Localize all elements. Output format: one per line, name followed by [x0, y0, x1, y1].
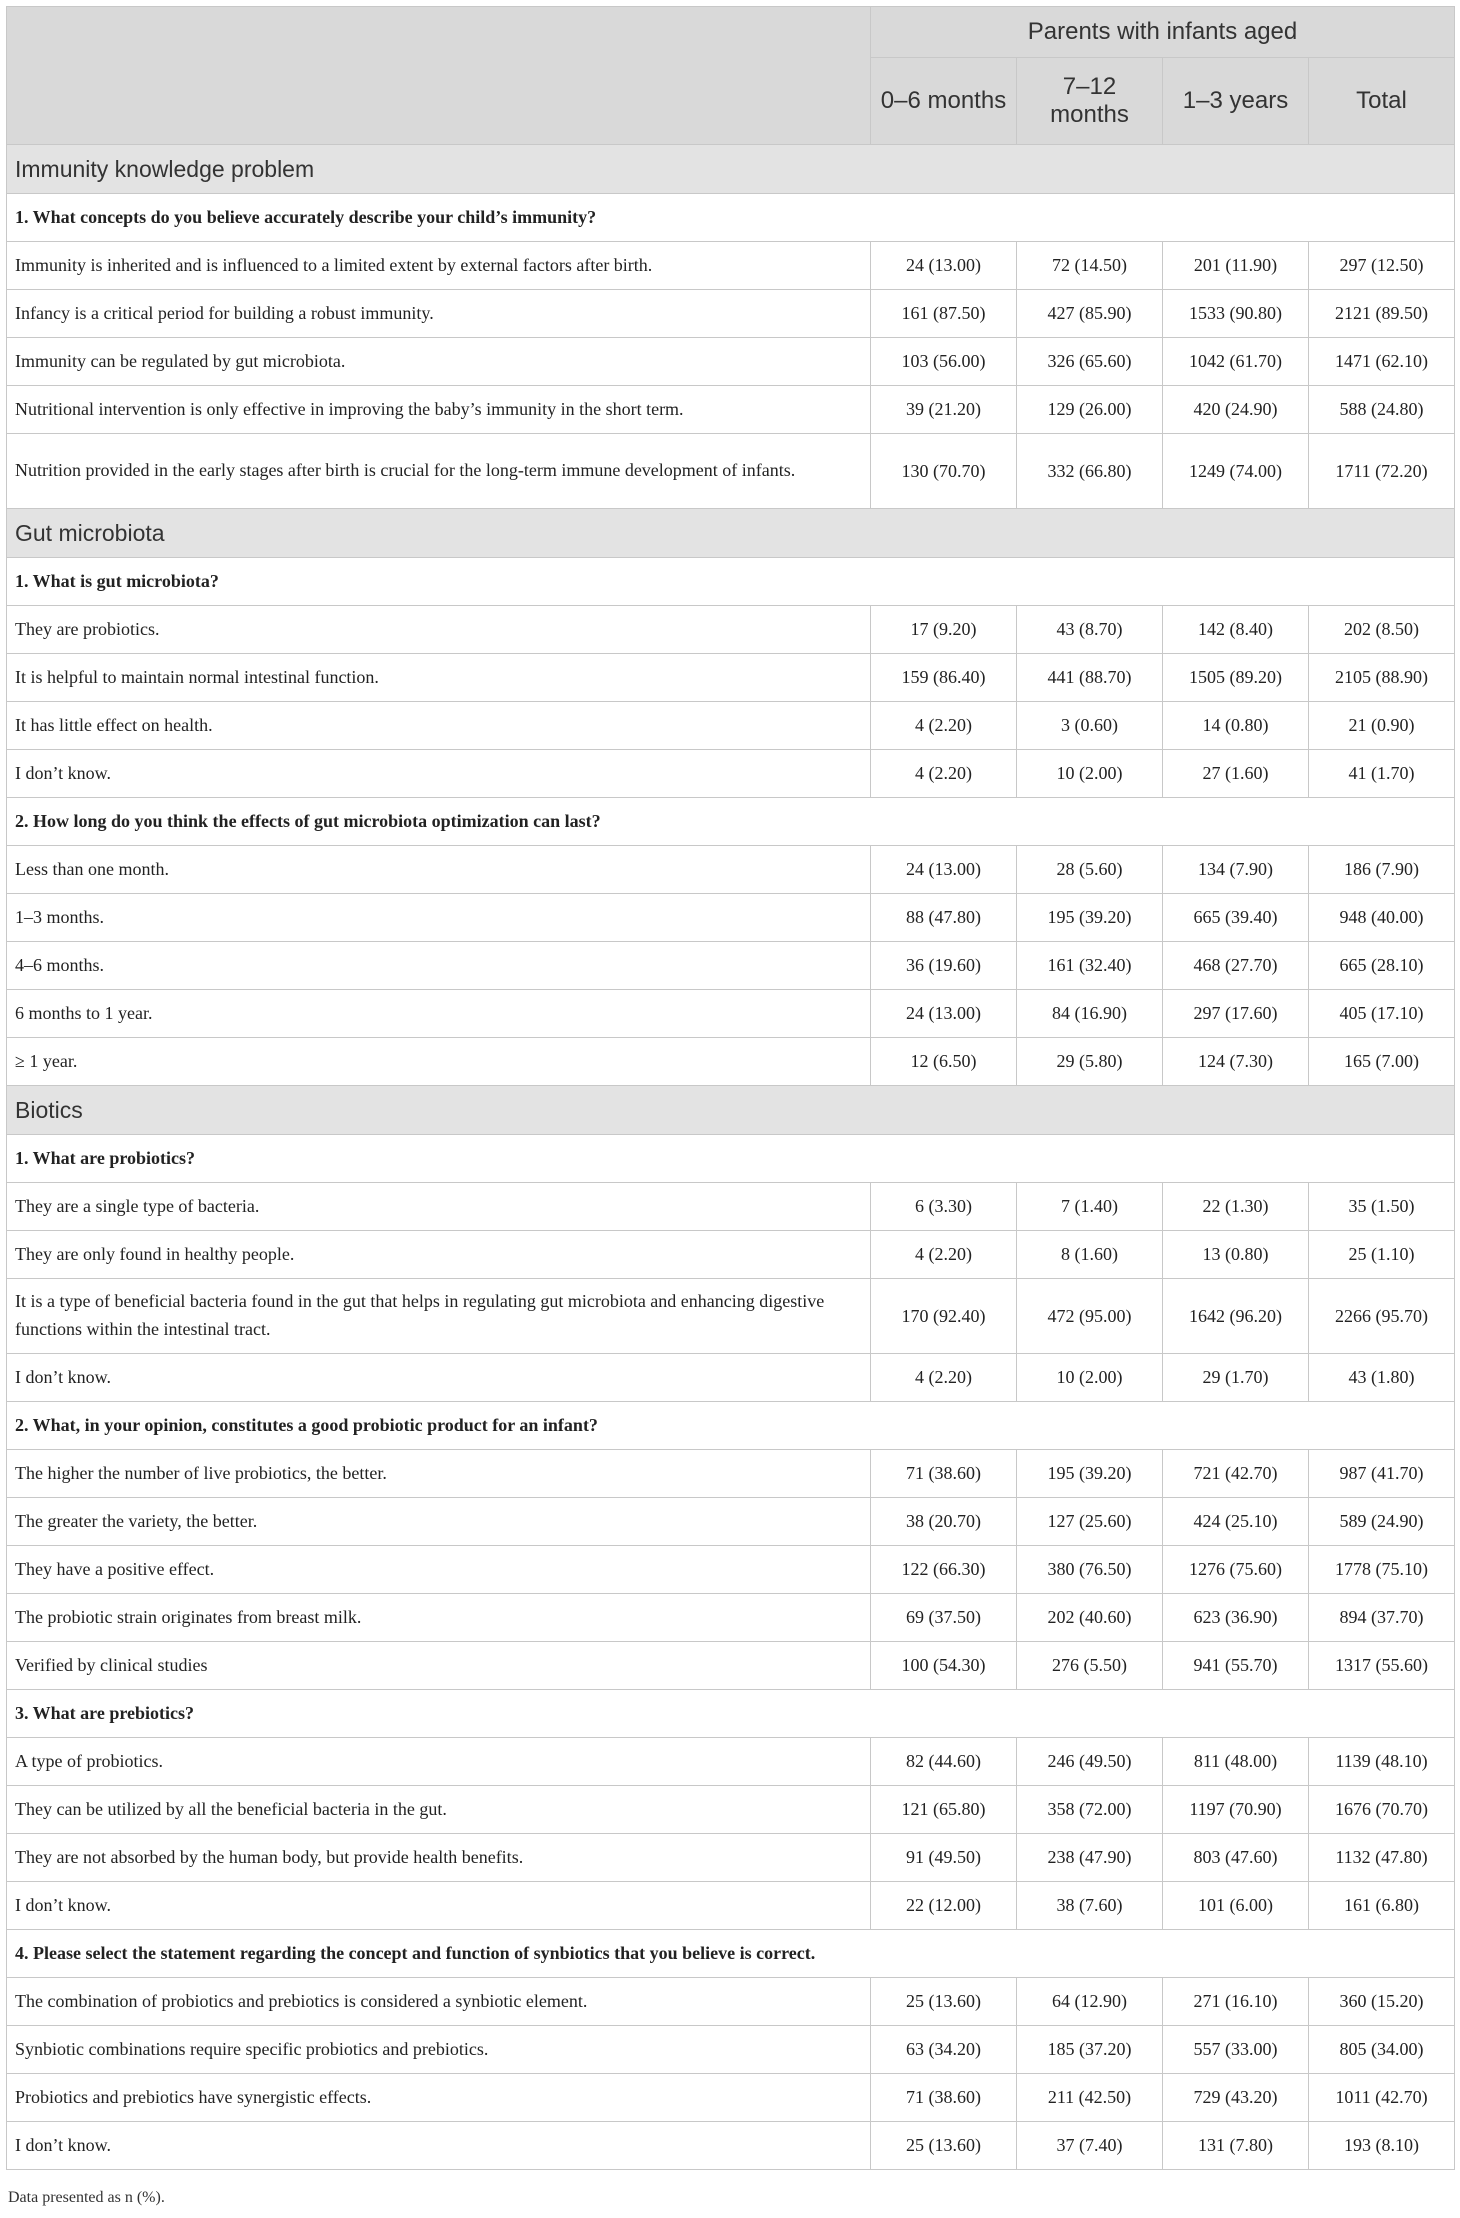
option-label: Less than one month. [7, 846, 871, 894]
table-row [7, 894, 1455, 942]
value-cell: 25 (13.60) [871, 2122, 1017, 2170]
value-cell: 71 (38.60) [871, 2074, 1017, 2122]
value-cell: 380 (76.50) [1017, 1546, 1163, 1594]
value-cell: 1132 (47.80) [1309, 1834, 1455, 1882]
value-cell: 17 (9.20) [871, 606, 1017, 654]
value-cell: 64 (12.90) [1017, 1978, 1163, 2026]
value-cell: 2105 (88.90) [1309, 654, 1455, 702]
value-cell: 941 (55.70) [1163, 1642, 1309, 1690]
value-cell: 10 (2.00) [1017, 750, 1163, 798]
value-cell: 803 (47.60) [1163, 1834, 1309, 1882]
value-cell: 82 (44.60) [871, 1738, 1017, 1786]
value-cell: 121 (65.80) [871, 1786, 1017, 1834]
option-label: Nutritional intervention is only effective in improving the baby’s immunity in the short term. [7, 386, 871, 434]
value-cell: 729 (43.20) [1163, 2074, 1309, 2122]
value-cell: 894 (37.70) [1309, 1594, 1455, 1642]
value-cell: 131 (7.80) [1163, 2122, 1309, 2170]
question-row [7, 1690, 1455, 1738]
option-label: Probiotics and prebiotics have synergistic effects. [7, 2074, 871, 2122]
table-row [7, 1882, 1455, 1930]
header-corner [7, 7, 871, 145]
value-cell: 4 (2.20) [871, 702, 1017, 750]
value-cell: 129 (26.00) [1017, 386, 1163, 434]
value-cell: 161 (6.80) [1309, 1882, 1455, 1930]
value-cell: 623 (36.90) [1163, 1594, 1309, 1642]
value-cell: 4 (2.20) [871, 1354, 1017, 1402]
option-label: A type of probiotics. [7, 1738, 871, 1786]
table-row [7, 846, 1455, 894]
value-cell: 246 (49.50) [1017, 1738, 1163, 1786]
value-cell: 7 (1.40) [1017, 1183, 1163, 1231]
option-label: Synbiotic combinations require specific probiotics and prebiotics. [7, 2026, 871, 2074]
table-row [7, 1498, 1455, 1546]
value-cell: 124 (7.30) [1163, 1038, 1309, 1086]
value-cell: 25 (1.10) [1309, 1231, 1455, 1279]
table-row [7, 242, 1455, 290]
table-row [7, 386, 1455, 434]
value-cell: 420 (24.90) [1163, 386, 1309, 434]
option-label: The greater the variety, the better. [7, 1498, 871, 1546]
value-cell: 665 (28.10) [1309, 942, 1455, 990]
table-row [7, 750, 1455, 798]
value-cell: 21 (0.90) [1309, 702, 1455, 750]
option-label: The combination of probiotics and prebiotics is considered a synbiotic element. [7, 1978, 871, 2026]
table-row [7, 942, 1455, 990]
value-cell: 468 (27.70) [1163, 942, 1309, 990]
section-header-row [7, 509, 1455, 558]
section-title: Biotics [7, 1086, 1455, 1135]
value-cell: 557 (33.00) [1163, 2026, 1309, 2074]
option-label: Infancy is a critical period for building a robust immunity. [7, 290, 871, 338]
value-cell: 35 (1.50) [1309, 1183, 1455, 1231]
table-row [7, 1546, 1455, 1594]
value-cell: 37 (7.40) [1017, 2122, 1163, 2170]
column-header: 1–3 years [1163, 58, 1309, 145]
question-text: 1. What is gut microbiota? [7, 558, 1455, 606]
value-cell: 721 (42.70) [1163, 1450, 1309, 1498]
question-text: 1. What are probiotics? [7, 1135, 1455, 1183]
value-cell: 24 (13.00) [871, 990, 1017, 1038]
table-row [7, 1594, 1455, 1642]
value-cell: 91 (49.50) [871, 1834, 1017, 1882]
value-cell: 134 (7.90) [1163, 846, 1309, 894]
value-cell: 1533 (90.80) [1163, 290, 1309, 338]
value-cell: 29 (5.80) [1017, 1038, 1163, 1086]
table-row [7, 1354, 1455, 1402]
table-row [7, 2074, 1455, 2122]
option-label: They are a single type of bacteria. [7, 1183, 871, 1231]
option-label: 4–6 months. [7, 942, 871, 990]
table-row [7, 1038, 1455, 1086]
value-cell: 170 (92.40) [871, 1279, 1017, 1354]
option-label: It is a type of beneficial bacteria found in the gut that helps in regulating gut microbiota and enhancing digestive functions within the intestinal tract. [7, 1279, 871, 1354]
value-cell: 405 (17.10) [1309, 990, 1455, 1038]
value-cell: 122 (66.30) [871, 1546, 1017, 1594]
option-label: Immunity can be regulated by gut microbiota. [7, 338, 871, 386]
option-label: The probiotic strain originates from breast milk. [7, 1594, 871, 1642]
value-cell: 63 (34.20) [871, 2026, 1017, 2074]
header-group-label: Parents with infants aged [871, 7, 1455, 58]
value-cell: 88 (47.80) [871, 894, 1017, 942]
value-cell: 101 (6.00) [1163, 1882, 1309, 1930]
option-label: They are probiotics. [7, 606, 871, 654]
option-label: It has little effect on health. [7, 702, 871, 750]
value-cell: 427 (85.90) [1017, 290, 1163, 338]
value-cell: 987 (41.70) [1309, 1450, 1455, 1498]
value-cell: 2121 (89.50) [1309, 290, 1455, 338]
table-row [7, 1231, 1455, 1279]
value-cell: 2266 (95.70) [1309, 1279, 1455, 1354]
value-cell: 332 (66.80) [1017, 434, 1163, 509]
value-cell: 1676 (70.70) [1309, 1786, 1455, 1834]
value-cell: 589 (24.90) [1309, 1498, 1455, 1546]
value-cell: 360 (15.20) [1309, 1978, 1455, 2026]
question-row [7, 1402, 1455, 1450]
value-cell: 14 (0.80) [1163, 702, 1309, 750]
value-cell: 159 (86.40) [871, 654, 1017, 702]
value-cell: 358 (72.00) [1017, 1786, 1163, 1834]
question-text: 2. What, in your opinion, constitutes a good probiotic product for an infant? [7, 1402, 1455, 1450]
value-cell: 165 (7.00) [1309, 1038, 1455, 1086]
value-cell: 22 (12.00) [871, 1882, 1017, 1930]
value-cell: 1042 (61.70) [1163, 338, 1309, 386]
value-cell: 1249 (74.00) [1163, 434, 1309, 509]
value-cell: 588 (24.80) [1309, 386, 1455, 434]
value-cell: 72 (14.50) [1017, 242, 1163, 290]
value-cell: 202 (40.60) [1017, 1594, 1163, 1642]
value-cell: 195 (39.20) [1017, 1450, 1163, 1498]
table-row [7, 1786, 1455, 1834]
value-cell: 238 (47.90) [1017, 1834, 1163, 1882]
value-cell: 297 (12.50) [1309, 242, 1455, 290]
section-header-row [7, 145, 1455, 194]
option-label: They are not absorbed by the human body, but provide health benefits. [7, 1834, 871, 1882]
value-cell: 28 (5.60) [1017, 846, 1163, 894]
option-label: I don’t know. [7, 2122, 871, 2170]
value-cell: 142 (8.40) [1163, 606, 1309, 654]
option-label: Nutrition provided in the early stages after birth is crucial for the long-term immune development of infants. [7, 434, 871, 509]
table-row [7, 990, 1455, 1038]
value-cell: 1317 (55.60) [1309, 1642, 1455, 1690]
value-cell: 6 (3.30) [871, 1183, 1017, 1231]
value-cell: 1197 (70.90) [1163, 1786, 1309, 1834]
value-cell: 1139 (48.10) [1309, 1738, 1455, 1786]
table-row [7, 654, 1455, 702]
question-text: 3. What are prebiotics? [7, 1690, 1455, 1738]
table-row [7, 2026, 1455, 2074]
table-row [7, 606, 1455, 654]
option-label: They can be utilized by all the beneficial bacteria in the gut. [7, 1786, 871, 1834]
question-text: 4. Please select the statement regarding the concept and function of synbiotics that you believe is correct. [7, 1930, 1455, 1978]
table-row [7, 290, 1455, 338]
option-label: I don’t know. [7, 1354, 871, 1402]
option-label: It is helpful to maintain normal intestinal function. [7, 654, 871, 702]
table-row [7, 1738, 1455, 1786]
value-cell: 186 (7.90) [1309, 846, 1455, 894]
value-cell: 1011 (42.70) [1309, 2074, 1455, 2122]
value-cell: 193 (8.10) [1309, 2122, 1455, 2170]
section-title: Immunity knowledge problem [7, 145, 1455, 194]
question-row [7, 1135, 1455, 1183]
value-cell: 161 (87.50) [871, 290, 1017, 338]
value-cell: 271 (16.10) [1163, 1978, 1309, 2026]
table-row [7, 338, 1455, 386]
value-cell: 43 (1.80) [1309, 1354, 1455, 1402]
value-cell: 24 (13.00) [871, 242, 1017, 290]
value-cell: 27 (1.60) [1163, 750, 1309, 798]
value-cell: 195 (39.20) [1017, 894, 1163, 942]
value-cell: 1778 (75.10) [1309, 1546, 1455, 1594]
table-row [7, 702, 1455, 750]
option-label: Verified by clinical studies [7, 1642, 871, 1690]
value-cell: 1276 (75.60) [1163, 1546, 1309, 1594]
option-label: They are only found in healthy people. [7, 1231, 871, 1279]
value-cell: 202 (8.50) [1309, 606, 1455, 654]
value-cell: 100 (54.30) [871, 1642, 1017, 1690]
question-row [7, 1930, 1455, 1978]
value-cell: 472 (95.00) [1017, 1279, 1163, 1354]
value-cell: 811 (48.00) [1163, 1738, 1309, 1786]
value-cell: 805 (34.00) [1309, 2026, 1455, 2074]
value-cell: 201 (11.90) [1163, 242, 1309, 290]
section-title: Gut microbiota [7, 509, 1455, 558]
value-cell: 161 (32.40) [1017, 942, 1163, 990]
table-footnote: Data presented as n (%). [8, 2189, 165, 2206]
value-cell: 22 (1.30) [1163, 1183, 1309, 1231]
value-cell: 441 (88.70) [1017, 654, 1163, 702]
table-row [7, 1183, 1455, 1231]
value-cell: 185 (37.20) [1017, 2026, 1163, 2074]
option-label: 1–3 months. [7, 894, 871, 942]
value-cell: 4 (2.20) [871, 1231, 1017, 1279]
value-cell: 38 (7.60) [1017, 1882, 1163, 1930]
option-label: I don’t know. [7, 1882, 871, 1930]
table-row [7, 1978, 1455, 2026]
option-label: The higher the number of live probiotics, the better. [7, 1450, 871, 1498]
value-cell: 36 (19.60) [871, 942, 1017, 990]
value-cell: 13 (0.80) [1163, 1231, 1309, 1279]
question-row [7, 798, 1455, 846]
value-cell: 24 (13.00) [871, 846, 1017, 894]
value-cell: 665 (39.40) [1163, 894, 1309, 942]
value-cell: 1505 (89.20) [1163, 654, 1309, 702]
value-cell: 127 (25.60) [1017, 1498, 1163, 1546]
table-row [7, 1279, 1455, 1354]
value-cell: 297 (17.60) [1163, 990, 1309, 1038]
value-cell: 25 (13.60) [871, 1978, 1017, 2026]
column-header: 7–12 months [1017, 58, 1163, 145]
table-row [7, 1450, 1455, 1498]
value-cell: 326 (65.60) [1017, 338, 1163, 386]
value-cell: 1711 (72.20) [1309, 434, 1455, 509]
value-cell: 130 (70.70) [871, 434, 1017, 509]
section-header-row [7, 1086, 1455, 1135]
table-row [7, 1834, 1455, 1882]
value-cell: 84 (16.90) [1017, 990, 1163, 1038]
column-header: 0–6 months [871, 58, 1017, 145]
question-text: 1. What concepts do you believe accurately describe your child’s immunity? [7, 194, 1455, 242]
value-cell: 1642 (96.20) [1163, 1279, 1309, 1354]
option-label: I don’t know. [7, 750, 871, 798]
value-cell: 12 (6.50) [871, 1038, 1017, 1086]
value-cell: 948 (40.00) [1309, 894, 1455, 942]
value-cell: 39 (21.20) [871, 386, 1017, 434]
survey-results-table [6, 6, 1455, 2170]
value-cell: 69 (37.50) [871, 1594, 1017, 1642]
question-row [7, 558, 1455, 606]
value-cell: 103 (56.00) [871, 338, 1017, 386]
value-cell: 71 (38.60) [871, 1450, 1017, 1498]
question-text: 2. How long do you think the effects of gut microbiota optimization can last? [7, 798, 1455, 846]
value-cell: 38 (20.70) [871, 1498, 1017, 1546]
option-label: ≥ 1 year. [7, 1038, 871, 1086]
option-label: 6 months to 1 year. [7, 990, 871, 1038]
question-row [7, 194, 1455, 242]
value-cell: 10 (2.00) [1017, 1354, 1163, 1402]
table-body [7, 145, 1455, 2170]
table-row [7, 1642, 1455, 1690]
option-label: Immunity is inherited and is influenced to a limited extent by external factors after birth. [7, 242, 871, 290]
value-cell: 276 (5.50) [1017, 1642, 1163, 1690]
value-cell: 211 (42.50) [1017, 2074, 1163, 2122]
value-cell: 4 (2.20) [871, 750, 1017, 798]
value-cell: 8 (1.60) [1017, 1231, 1163, 1279]
option-label: They have a positive effect. [7, 1546, 871, 1594]
value-cell: 29 (1.70) [1163, 1354, 1309, 1402]
table-row [7, 2122, 1455, 2170]
table-row [7, 434, 1455, 509]
value-cell: 41 (1.70) [1309, 750, 1455, 798]
value-cell: 43 (8.70) [1017, 606, 1163, 654]
value-cell: 3 (0.60) [1017, 702, 1163, 750]
value-cell: 424 (25.10) [1163, 1498, 1309, 1546]
column-header: Total [1309, 58, 1455, 145]
value-cell: 1471 (62.10) [1309, 338, 1455, 386]
